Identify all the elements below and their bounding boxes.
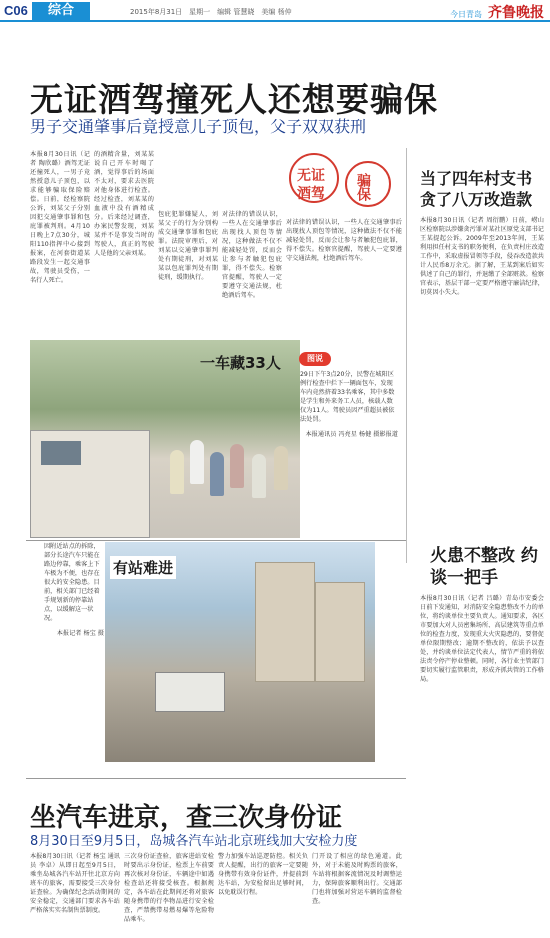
story2-col2: 三次身份证查验，旅客进站安检时要出示身份证，检票上车前要再次核对身份证，车辆途中如遇检查站还将接受核查。根据规定，各车站在此期间还将对旅客随身携带的行李物品进行安全检查，严禁携带易燃易爆等危险物品乘车。 [124, 853, 214, 923]
photo1-label: 一车藏33人 [200, 354, 281, 372]
dateline: 2015年8月31日 星期一 编辑 管慧晓 美编 杨仲 [130, 8, 292, 16]
person-figure [230, 444, 244, 488]
page-header [0, 0, 550, 22]
photo2-side-caption [44, 542, 104, 762]
section-tag: 综合 [32, 2, 90, 20]
divider [26, 540, 406, 541]
story1-col1: 本报8月30日讯（记者 陶欣璐）酒驾无证还撞死人，一男子竟然授意儿子顶包，以求能够骗取保险赔偿。日前，经检察院公诉，刘某父子分别因犯交通肇事罪和包庇罪被判刑。4月10日晚上7点30分，城阳110指挥中心接到报案，在河套街道某路段发生一起交通事故，驾驶员受伤，一名行人死亡。 [30, 151, 90, 284]
story1-col4: 对法律的错误认识，一些人在交通肇事后出现找人顶包等情况，这种做法不仅不能减轻处罚，反而会让参与者触犯包庇罪，得不偿失。检察官提醒，驾驶人一定要遵守交通法规，杜绝酒后驾车。 [222, 211, 282, 299]
story1-headline: 无证酒驾撞死人还想要骗保 [30, 80, 438, 119]
person-figure [190, 440, 204, 484]
van-shape [30, 430, 150, 538]
person-figure [210, 452, 224, 496]
photo2-side-text: 因附近站点的拆除，部分长途汽车只能在路边停靠，乘客上下车极为不便，也存在很大的安全隐患。目前，相关部门已经着手规划新的停靠站点，以缓解这一状况。 [44, 543, 100, 622]
masthead-sub: 今日青岛 [450, 10, 482, 19]
photo2-label: 有站难进 [110, 556, 176, 579]
story1-col2: 的酒精含量，刘某某说自己开车时喝了酒，觉得事后的场面不太对，要求去医院对他身体进行检查。经过检查，刘某某的血液中没有酒精成分。后来经过调查，办案民警发现，刘某某并不是事发当时的驾驶人，真正的驾驶人是他的父亲刘某。 [94, 151, 154, 257]
person-figure [170, 450, 184, 494]
stamp-word: 酒驾 [297, 186, 325, 202]
story2-col4: 门开设了相应的绿色通道。此外，对于未能及时购票的旅客，车站将根据客流情况及时调整运力，保障旅客顺利出行。交通部门也将加强对营运车辆的监督检查。 [312, 853, 402, 905]
photo1-caption [300, 370, 398, 538]
right-body-1: 本报8月30日讯（记者 周衍鹏）日前，崂山区检察院以涉嫌贪污罪对某社区原党支部书记王某提起公诉。2009年至2013年间，王某利用担任村支书的职务便利，在负责村庄改造工作中，采取虚报冒领等手段，侵吞改造款共计人民币8万余元。据了解，王某到案后如实供述了自己的罪行，并退缴了全部赃款。检察官表示，基层干部一定要严格遵守廉洁纪律，切莫因小失大。 [420, 217, 544, 296]
building-shape [255, 562, 315, 682]
masthead [450, 2, 544, 22]
photo2-credit: 本报记者 杨宝 摄 [56, 630, 104, 637]
story1-col3: 包庇犯罪嫌疑人，刘某父子的行为分别构成交通肇事罪和包庇罪。法院审理后，对刘某以交通肇事罪判处有期徒刑，对刘某某以包庇罪判处有期徒刑，缓期执行。 [158, 211, 218, 281]
page-number: C06 [4, 3, 28, 18]
bus-shape [155, 672, 225, 712]
story2-headline: 坐汽车进京，查三次身份证 [30, 803, 343, 833]
van-window [41, 441, 81, 465]
person-figure [252, 454, 266, 498]
stamp-word: 无证 [297, 168, 325, 184]
story1-stamp [283, 153, 403, 213]
photo1-credit: 本报通讯员 冯亮星 杨健 摄影报道 [305, 431, 398, 438]
story2-col3: 警力加强车站巡逻防控。相关负责人提醒，出行的旅客一定要随身携带有效身份证件，并提前到达车站，为安检留出足够时间，以免耽误行程。 [218, 853, 308, 896]
column-divider [406, 148, 407, 563]
masthead-title: 齐鲁晚报 [488, 5, 544, 21]
story1-col5: 对法律的错误认识，一些人在交通肇事后出现找人顶包等情况，这种做法不仅不能减轻处罚，反而会让参与者触犯包庇罪，得不偿失。检察官提醒，驾驶人一定要遵守交通法规，杜绝酒后驾车。 [286, 219, 402, 262]
photo1-caption-text: 29日下午3点20分，民警在城阳区例行检查中拦下一辆面包车，发现车内竟然挤着33名乘客，其中多数是学生和外来务工人员，核载人数仅为11人。驾驶员因严重超员被依法处罚。 [300, 371, 395, 423]
divider [26, 778, 406, 779]
right-headline-1: 当了四年村支书 贪了八万改造款 [420, 169, 533, 209]
right-headline-2: 火患不整改 约谈一把手 [430, 546, 538, 588]
photo-badge: 图说 [299, 352, 331, 366]
story2-subhead: 8月30日至9月5日，岛城各汽车站北京班线加大安检力度 [30, 834, 358, 849]
building-shape [315, 582, 365, 682]
right-body-2: 本报8月30日讯（记者 吕璐）青岛市安委会日前下发通知，对消防安全隐患整改不力的单位，将约谈单位主要负责人。通知要求，各区市要加大对人员密集场所、高层建筑等重点单位的检查力度，发现重大火灾隐患的，要督促单位限期整改；逾期不整改的，依法予以查处，并约谈单位法定代表人，情节严重的将依法责令停产停业整顿。同时，各行业主管部门要切实履行监管职责，形成齐抓共管的工作格局。 [420, 595, 544, 683]
story1-subhead: 男子交通肇事后竟授意儿子顶包，父子双双获刑 [30, 117, 367, 136]
story2-col1: 本报8月30日讯（记者 杨宝 通讯员 李卓）从即日起至9月5日，乘坐岛城各汽车站开往北京方向班车的旅客，需要接受三次身份证查验。为确保纪念活动期间的安全稳定，交通部门要求各车站严格落实实名制售票制度。 [30, 853, 120, 914]
person-figure [274, 446, 288, 490]
stamp-word: 骗保 [355, 173, 371, 201]
